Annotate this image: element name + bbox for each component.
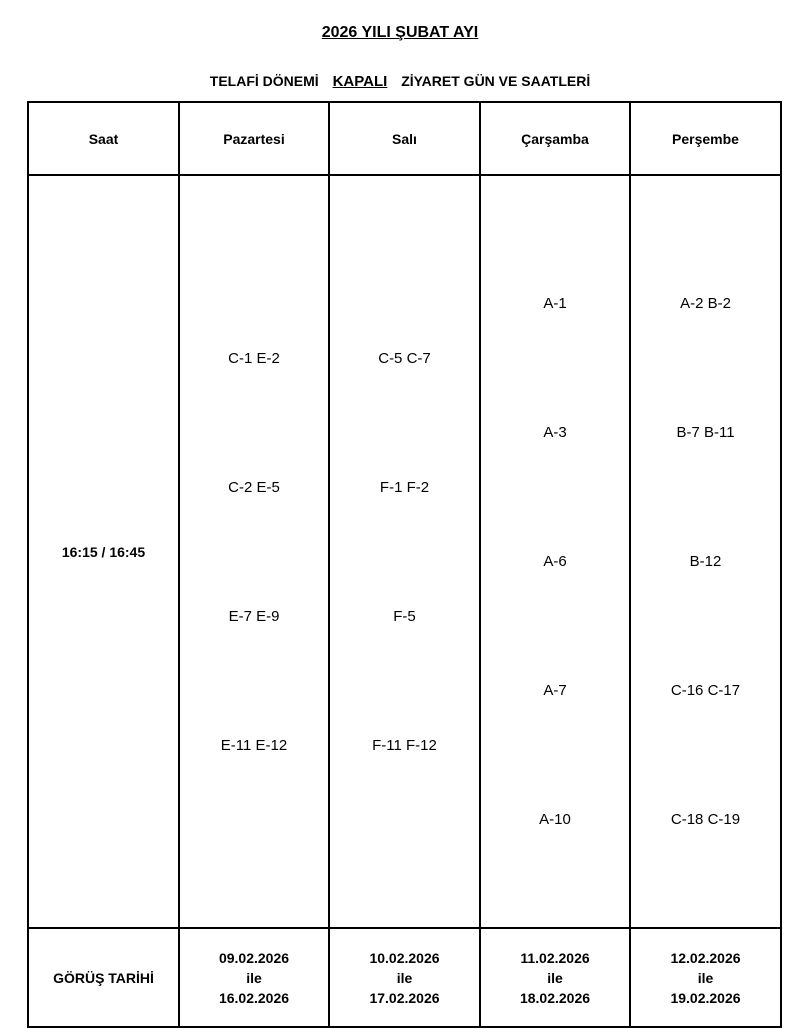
date-start: 12.02.2026	[670, 949, 741, 966]
ward-item: C-5 C-7	[378, 349, 431, 367]
date-joiner: ile	[547, 969, 563, 986]
header-wednesday: Çarşamba	[480, 102, 630, 175]
date-joiner: ile	[396, 969, 413, 986]
ward-item: C-16 C-17	[670, 682, 741, 699]
ward-item: C-1 E-2	[228, 349, 280, 367]
ward-item: F-11 F-12	[372, 736, 437, 754]
header-monday: Pazartesi	[179, 102, 329, 175]
date-end: 19.02.2026	[670, 989, 741, 1006]
monday-date-range	[179, 928, 329, 1027]
thursday-date-range	[630, 928, 781, 1027]
wednesday-date-range	[480, 928, 630, 1027]
date-start: 11.02.2026	[520, 949, 590, 966]
tuesday-wards	[329, 175, 480, 928]
visit-date-label: GÖRÜŞ TARİHİ	[28, 928, 179, 1027]
subtitle-suffix: ZİYARET GÜN VE SAATLERİ	[401, 73, 591, 89]
monday-wards	[179, 175, 329, 928]
header-thursday: Perşembe	[630, 102, 781, 175]
ward-item: A-10	[539, 811, 571, 828]
visit-schedule-table	[27, 101, 782, 1028]
ward-item: C-2 E-5	[228, 478, 280, 496]
ward-item: F-5	[393, 607, 416, 625]
ward-item: E-7 E-9	[228, 607, 280, 625]
date-end: 16.02.2026	[218, 989, 290, 1006]
ward-item: A-6	[543, 553, 567, 570]
schedule-row	[28, 175, 781, 928]
ward-item: A-2 B-2	[680, 295, 731, 312]
subtitle-prefix: TELAFİ DÖNEMİ	[209, 73, 319, 89]
thursday-wards	[630, 175, 781, 928]
ward-item: E-11 E-12	[220, 736, 288, 754]
date-end: 18.02.2026	[519, 989, 591, 1006]
ward-item: B-7 B-11	[676, 424, 735, 441]
date-joiner: ile	[697, 969, 714, 986]
ward-item: A-3	[543, 424, 567, 441]
header-tuesday: Salı	[329, 102, 480, 175]
date-start: 09.02.2026	[218, 949, 290, 966]
subtitle-closed-label: KAPALI	[332, 73, 388, 90]
ward-item: F-1 F-2	[379, 478, 430, 496]
header-time: Saat	[28, 102, 179, 175]
time-slot: 16:15 / 16:45	[28, 175, 179, 928]
ward-item: A-7	[543, 682, 567, 699]
ward-item: A-1	[543, 295, 567, 312]
tuesday-date-range	[329, 928, 480, 1027]
date-start: 10.02.2026	[369, 949, 440, 966]
header-row	[28, 102, 781, 175]
dates-row	[28, 928, 781, 1027]
page-title: 2026 YILI ŞUBAT AYI	[321, 24, 479, 41]
ward-item: B-12	[689, 553, 722, 570]
ward-item: C-18 C-19	[670, 811, 741, 828]
date-end: 17.02.2026	[369, 989, 440, 1006]
wednesday-wards	[480, 175, 630, 928]
date-joiner: ile	[246, 969, 262, 986]
page-subtitle	[0, 73, 800, 90]
